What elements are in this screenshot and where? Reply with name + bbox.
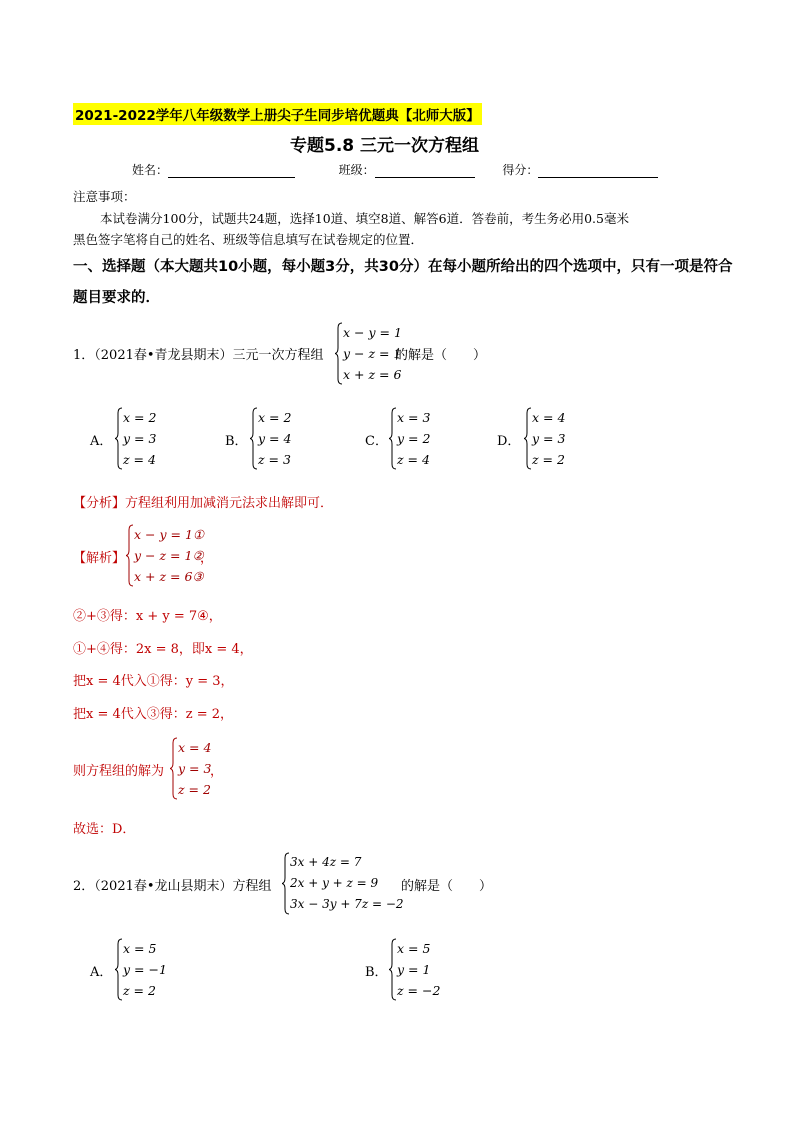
q2-eq-1: 3x + 4z = 7 bbox=[290, 855, 362, 869]
question-2-prefix: 2．（2021春•龙山县期末）方程组 bbox=[73, 879, 272, 894]
q2-option-b[interactable] bbox=[389, 938, 459, 1001]
q1-sol-eq-2: y − z = 1② bbox=[134, 548, 204, 563]
q1-eq-2: y − z = 1 bbox=[343, 346, 402, 361]
q1-solution-comma: ， bbox=[200, 551, 214, 566]
q1-res-eq-2: y = 3 bbox=[178, 761, 212, 776]
q1-a-eq-2: y = 3 bbox=[123, 431, 157, 446]
q1-option-c[interactable] bbox=[389, 407, 449, 470]
q1-step-1: ②+③得：x + y = 7④， bbox=[73, 609, 222, 624]
q1-solution-label: 【解析】 bbox=[73, 551, 126, 566]
q1-eq-3: x + z = 6 bbox=[343, 367, 402, 382]
q1-result-prefix: 则方程组的解为 bbox=[73, 764, 165, 779]
q1-choice: 故选：D． bbox=[73, 822, 136, 837]
q1-b-eq-2: y = 4 bbox=[258, 431, 292, 446]
q2-a-eq-2: y = −1 bbox=[123, 962, 167, 977]
q1-option-d[interactable] bbox=[524, 407, 584, 470]
q2-b-eq-1: x = 5 bbox=[397, 941, 431, 956]
brace-icon bbox=[250, 407, 258, 470]
name-label: 姓名： bbox=[132, 163, 169, 177]
notice-line-2: 黑色签字笔将自己的姓名、班级等信息填写在试卷规定的位置． bbox=[73, 232, 424, 247]
brace-icon bbox=[389, 938, 397, 1001]
q2-a-eq-1: x = 5 bbox=[123, 941, 157, 956]
q1-res-eq-3: z = 2 bbox=[178, 782, 211, 797]
q1-b-eq-3: z = 3 bbox=[258, 452, 291, 467]
brace-icon bbox=[524, 407, 532, 470]
q1-d-eq-3: z = 2 bbox=[532, 452, 565, 467]
q1-a-eq-1: x = 2 bbox=[123, 410, 157, 425]
score-label: 得分： bbox=[502, 163, 539, 177]
q1-option-a-label[interactable]: A． bbox=[90, 434, 113, 449]
brace-icon bbox=[389, 407, 397, 470]
name-field[interactable] bbox=[168, 177, 295, 178]
q1-result-suffix: ， bbox=[210, 764, 224, 779]
brace-icon bbox=[115, 938, 123, 1001]
q1-c-eq-2: y = 2 bbox=[397, 431, 431, 446]
q1-eq-1: x − y = 1 bbox=[343, 325, 402, 340]
section-heading-line-1: 一、选择题（本大题共10小题，每小题3分，共30分）在每小题所给出的四个选项中，只有一项是符合 bbox=[73, 259, 733, 275]
class-label: 班级： bbox=[338, 163, 375, 177]
score-field[interactable] bbox=[538, 177, 658, 178]
series-banner: 2021-2022学年八年级数学上册尖子生同步培优题典【北师大版】 bbox=[73, 103, 482, 125]
q1-d-eq-2: y = 3 bbox=[532, 431, 566, 446]
student-info-row bbox=[132, 161, 658, 178]
q1-step-4: 把x = 4代入③得：z = 2， bbox=[73, 707, 234, 722]
q1-step-2: ①+④得：2x = 8，即x = 4， bbox=[73, 642, 253, 657]
q2-b-eq-2: y = 1 bbox=[397, 962, 431, 977]
notice-heading: 注意事项： bbox=[73, 189, 136, 204]
q2-eq-3: 3x − 3y + 7z = −2 bbox=[290, 897, 404, 911]
q1-d-eq-1: x = 4 bbox=[532, 410, 566, 425]
question-2-suffix: 的解是（ ） bbox=[401, 879, 493, 894]
q2-option-b-label[interactable]: B． bbox=[365, 965, 388, 980]
q1-option-d-label[interactable]: D． bbox=[497, 434, 521, 449]
q1-c-eq-3: z = 4 bbox=[397, 452, 430, 467]
class-field[interactable] bbox=[375, 177, 475, 178]
q1-option-b-label[interactable]: B． bbox=[225, 434, 248, 449]
q2-a-eq-3: z = 2 bbox=[123, 983, 156, 998]
question-1-prefix: 1．（2021春•青龙县期末）三元一次方程组 bbox=[73, 348, 324, 363]
brace-icon bbox=[335, 322, 343, 385]
q1-res-eq-1: x = 4 bbox=[178, 740, 212, 755]
q1-option-a[interactable] bbox=[115, 407, 175, 470]
q2-eq-2: 2x + y + z = 9 bbox=[290, 876, 379, 890]
q2-b-eq-3: z = −2 bbox=[397, 983, 441, 998]
q1-sol-eq-3: x + z = 6③ bbox=[134, 569, 204, 584]
brace-icon bbox=[126, 524, 134, 587]
q2-option-a[interactable] bbox=[115, 938, 185, 1001]
notice-line-1: 本试卷满分100分，试题共24题，选择10道、填空8道、解答6道．答卷前，考生务必用0.5毫米 bbox=[100, 211, 629, 226]
question-1-suffix: 的解是（ ） bbox=[395, 348, 487, 363]
brace-icon bbox=[282, 852, 290, 915]
q1-option-c-label[interactable]: C． bbox=[365, 434, 388, 449]
page-title: 专题5.8 三元一次方程组 bbox=[290, 136, 480, 156]
q1-c-eq-1: x = 3 bbox=[397, 410, 431, 425]
q1-step-3: 把x = 4代入①得：y = 3， bbox=[73, 674, 234, 689]
q1-b-eq-1: x = 2 bbox=[258, 410, 292, 425]
q1-option-b[interactable] bbox=[250, 407, 310, 470]
question-2-system bbox=[282, 852, 402, 915]
q1-a-eq-3: z = 4 bbox=[123, 452, 156, 467]
brace-icon bbox=[115, 407, 123, 470]
q1-analysis: 【分析】方程组利用加减消元法求出解即可． bbox=[73, 496, 334, 511]
section-heading-line-2: 题目要求的． bbox=[73, 290, 160, 306]
q2-option-a-label[interactable]: A． bbox=[90, 965, 113, 980]
q1-sol-eq-1: x − y = 1① bbox=[134, 527, 205, 542]
brace-icon bbox=[170, 737, 178, 800]
